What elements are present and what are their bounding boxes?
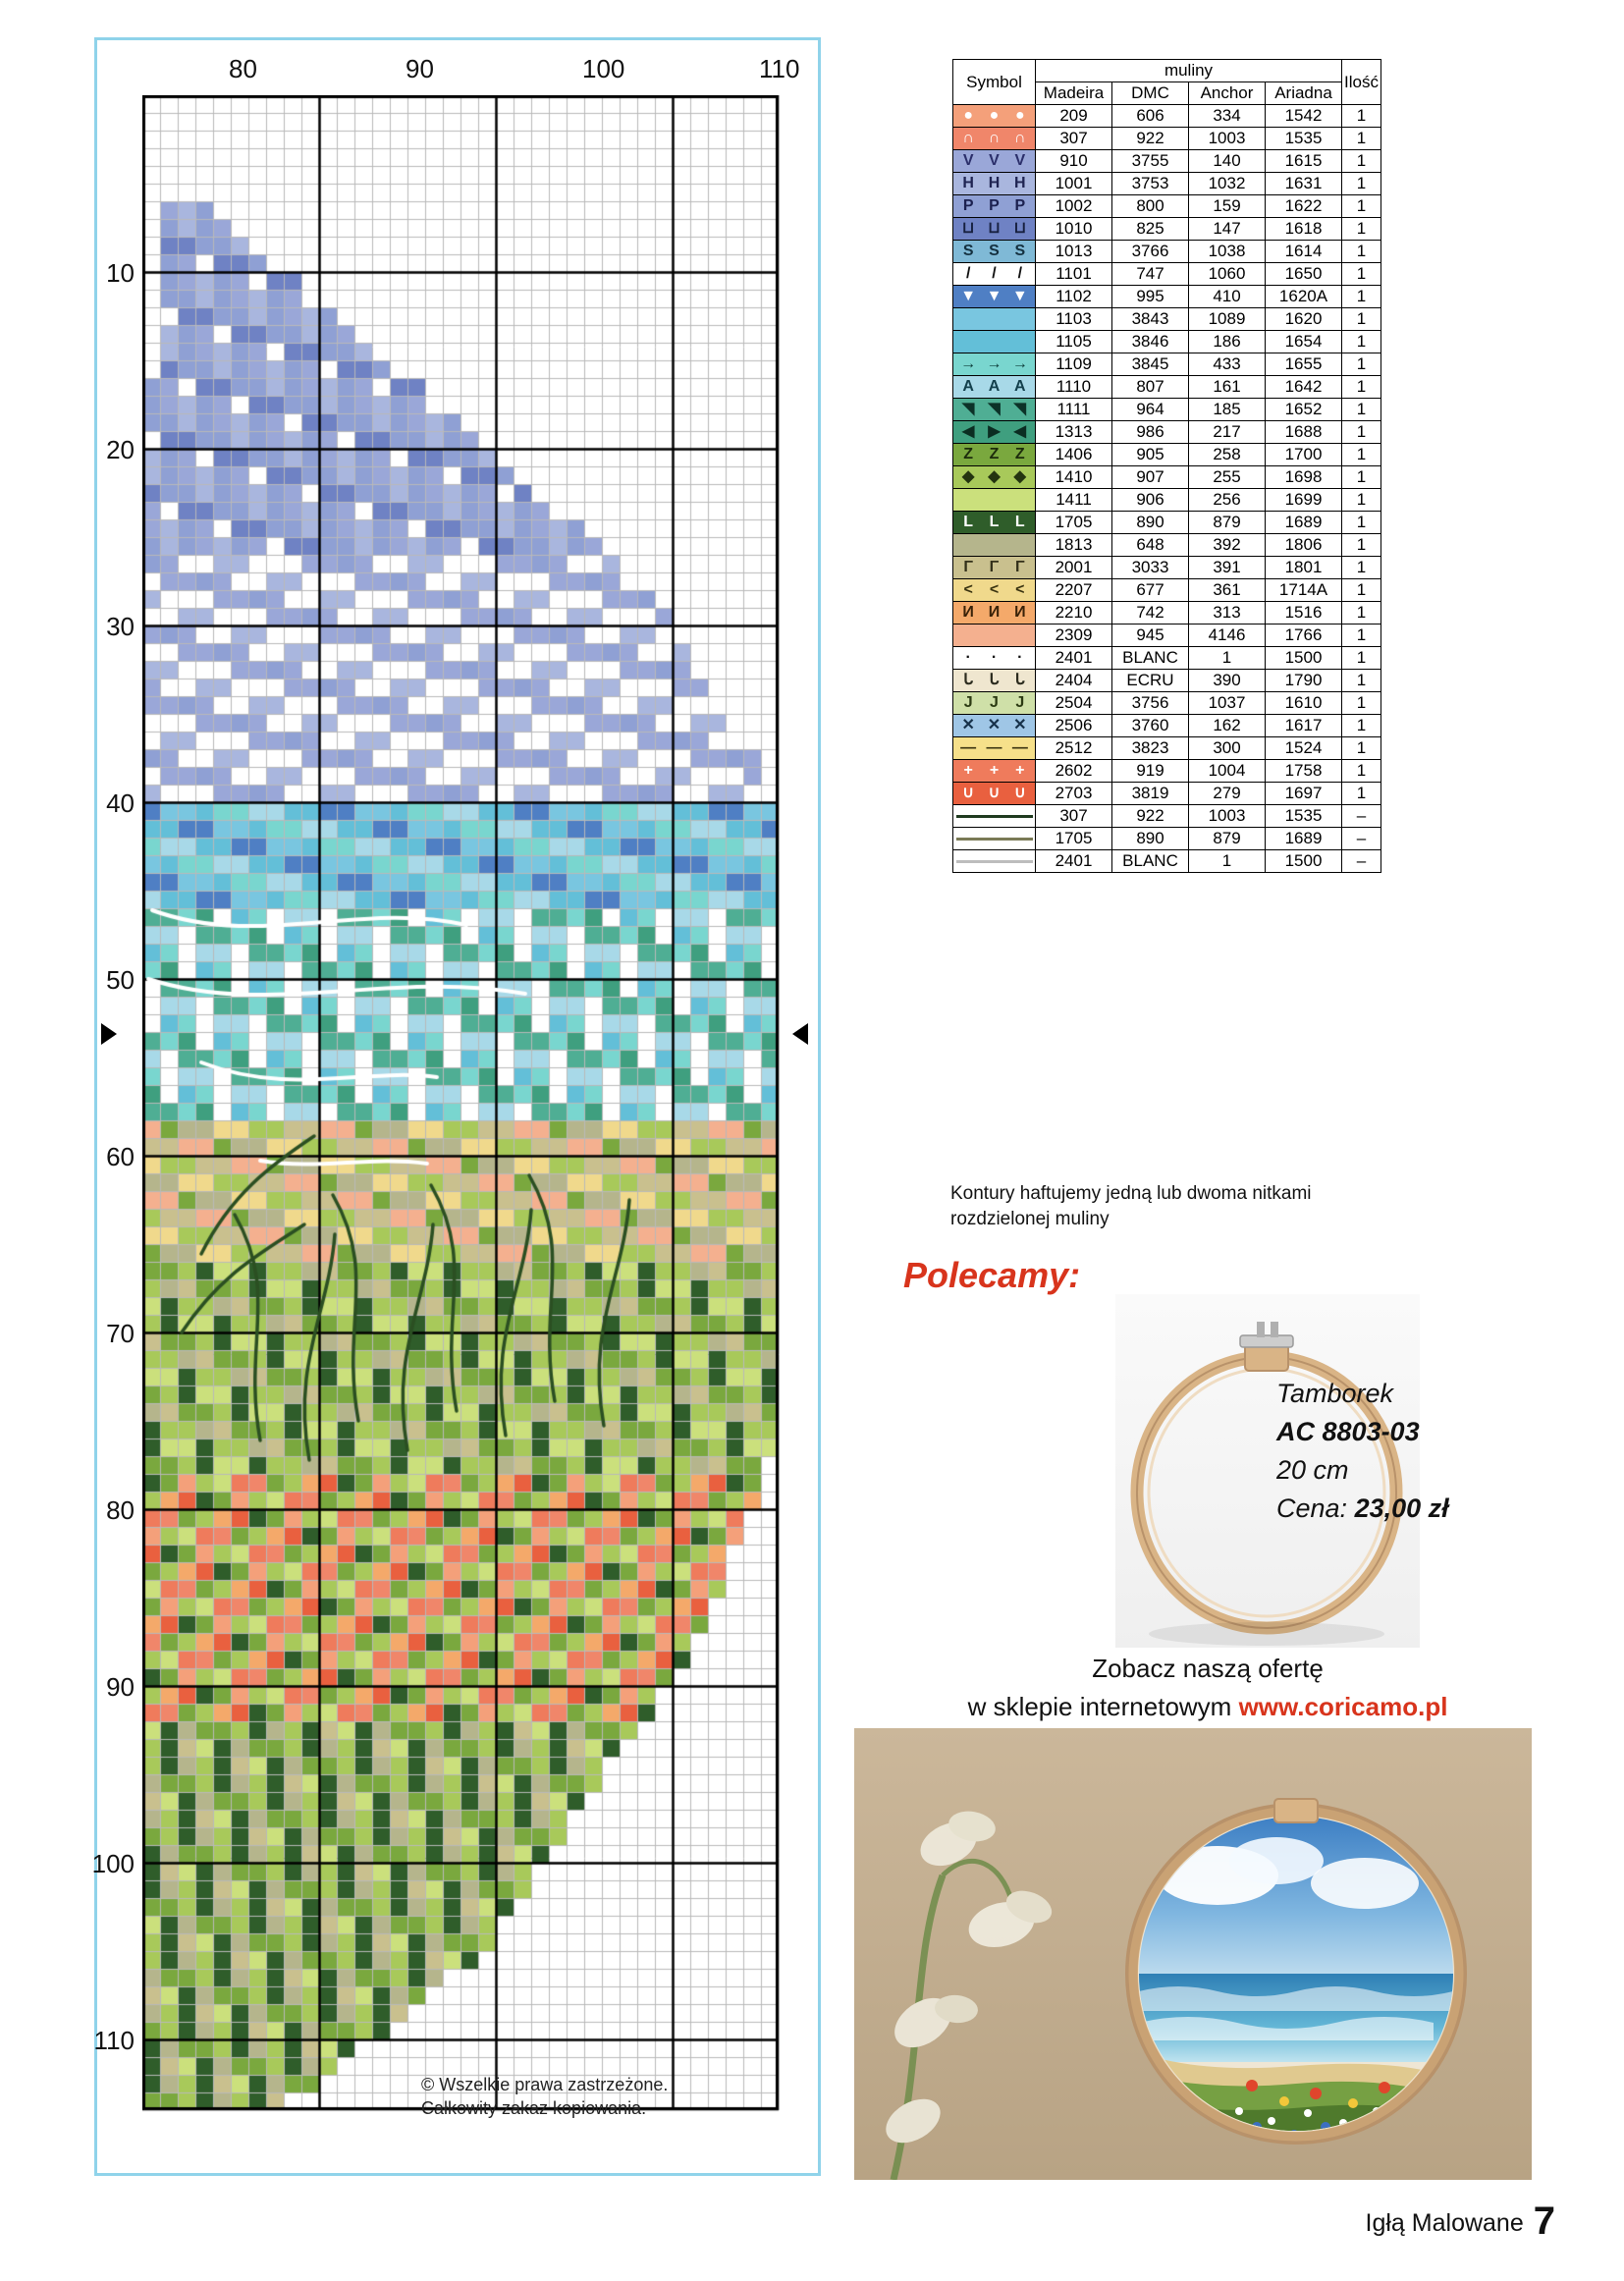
floss-madeira: 2401 <box>1036 647 1112 670</box>
floss-anchor: 1 <box>1189 647 1266 670</box>
floss-ariadna: 1766 <box>1266 625 1342 647</box>
floss-ariadna: 1614 <box>1266 241 1342 263</box>
floss-symbol-swatch: P P P <box>953 195 1036 218</box>
table-row <box>953 489 1381 512</box>
floss-dmc: ECRU <box>1112 670 1189 692</box>
floss-anchor: 361 <box>1189 579 1266 602</box>
table-row <box>953 218 1381 241</box>
floss-dmc: 964 <box>1112 399 1189 421</box>
floss-madeira: 1109 <box>1036 353 1112 376</box>
floss-quantity: 1 <box>1342 218 1381 241</box>
table-row <box>953 286 1381 308</box>
floss-dmc: 890 <box>1112 828 1189 850</box>
floss-dmc: 3845 <box>1112 353 1189 376</box>
floss-anchor: 879 <box>1189 512 1266 534</box>
header-dmc: DMC <box>1112 82 1189 105</box>
cross-stitch-chart-panel <box>91 37 821 2176</box>
floss-dmc: BLANC <box>1112 850 1189 873</box>
floss-dmc: 3846 <box>1112 331 1189 353</box>
floss-anchor: 186 <box>1189 331 1266 353</box>
floss-anchor: 1089 <box>1189 308 1266 331</box>
table-row <box>953 195 1381 218</box>
floss-symbol-swatch <box>953 308 1036 331</box>
center-marker-left-icon <box>101 1023 117 1045</box>
floss-quantity: 1 <box>1342 421 1381 444</box>
header-ariadna: Ariadna <box>1266 82 1342 105</box>
floss-quantity: 1 <box>1342 150 1381 173</box>
floss-madeira: 2207 <box>1036 579 1112 602</box>
floss-dmc: 677 <box>1112 579 1189 602</box>
floss-anchor: 300 <box>1189 737 1266 760</box>
floss-dmc: 922 <box>1112 805 1189 828</box>
floss-ariadna: 1758 <box>1266 760 1342 783</box>
floss-anchor: 1003 <box>1189 805 1266 828</box>
magazine-name: Igłą Malowane <box>1365 2209 1524 2237</box>
floss-quantity: 1 <box>1342 331 1381 353</box>
floss-symbol-swatch <box>953 331 1036 353</box>
floss-madeira: 2512 <box>1036 737 1112 760</box>
promo-product-size: 20 cm <box>1276 1455 1349 1486</box>
backstitch-row <box>953 805 1381 828</box>
floss-legend <box>952 59 1443 873</box>
floss-symbol-swatch: Γ Γ Γ <box>953 557 1036 579</box>
floss-ariadna: 1801 <box>1266 557 1342 579</box>
copyright-notice <box>421 2073 814 2121</box>
floss-madeira: 1410 <box>1036 466 1112 489</box>
floss-symbol-swatch: · · · <box>953 647 1036 670</box>
axis-label-left-40: 40 <box>106 788 135 818</box>
floss-anchor: 1004 <box>1189 760 1266 783</box>
copyright-line-1: © Wszelkie prawa zastrzeżone. <box>421 2075 669 2094</box>
chart-grid-area <box>91 54 800 2118</box>
floss-quantity: 1 <box>1342 466 1381 489</box>
floss-ariadna: 1524 <box>1266 737 1342 760</box>
table-row <box>953 579 1381 602</box>
table-row <box>953 150 1381 173</box>
floss-quantity: 1 <box>1342 579 1381 602</box>
floss-symbol-swatch: — — — <box>953 737 1036 760</box>
floss-symbol-swatch: L L L <box>953 512 1036 534</box>
floss-dmc: 3823 <box>1112 737 1189 760</box>
floss-quantity: 1 <box>1342 534 1381 557</box>
floss-anchor: 279 <box>1189 783 1266 805</box>
table-row <box>953 353 1381 376</box>
floss-ariadna: 1535 <box>1266 128 1342 150</box>
floss-dmc: 606 <box>1112 105 1189 128</box>
floss-dmc: 907 <box>1112 466 1189 489</box>
floss-symbol-swatch: ∪ ∪ ∪ <box>953 783 1036 805</box>
floss-madeira: 2001 <box>1036 557 1112 579</box>
floss-ariadna: 1714A <box>1266 579 1342 602</box>
table-row <box>953 376 1381 399</box>
floss-anchor: 159 <box>1189 195 1266 218</box>
table-row <box>953 737 1381 760</box>
table-row <box>953 399 1381 421</box>
floss-anchor: 140 <box>1189 150 1266 173</box>
floss-table <box>952 59 1381 873</box>
floss-anchor: 392 <box>1189 534 1266 557</box>
floss-madeira: 1013 <box>1036 241 1112 263</box>
promo-product-name: Tamborek <box>1276 1379 1394 1408</box>
floss-anchor: 217 <box>1189 421 1266 444</box>
promo-website-link[interactable]: www.coricamo.pl <box>1238 1692 1448 1721</box>
floss-quantity: 1 <box>1342 195 1381 218</box>
table-row <box>953 331 1381 353</box>
floss-ariadna: 1535 <box>1266 805 1342 828</box>
floss-dmc: 905 <box>1112 444 1189 466</box>
table-header-group-row <box>953 60 1381 82</box>
floss-ariadna: 1542 <box>1266 105 1342 128</box>
floss-ariadna: 1617 <box>1266 715 1342 737</box>
floss-anchor: 313 <box>1189 602 1266 625</box>
floss-anchor: 1060 <box>1189 263 1266 286</box>
backstitch-note-line-2: rozdzielonej muliny <box>950 1208 1110 1229</box>
floss-dmc: 3766 <box>1112 241 1189 263</box>
floss-dmc: 648 <box>1112 534 1189 557</box>
floss-ariadna: 1622 <box>1266 195 1342 218</box>
floss-quantity: 1 <box>1342 760 1381 783</box>
floss-dmc: 3755 <box>1112 150 1189 173</box>
floss-quantity: 1 <box>1342 737 1381 760</box>
table-row <box>953 783 1381 805</box>
floss-dmc: 922 <box>1112 128 1189 150</box>
table-row <box>953 308 1381 331</box>
axis-label-left-10: 10 <box>106 258 135 288</box>
floss-anchor: 1038 <box>1189 241 1266 263</box>
table-row <box>953 105 1381 128</box>
axis-label-left-70: 70 <box>106 1319 135 1348</box>
floss-dmc: 945 <box>1112 625 1189 647</box>
floss-dmc: 825 <box>1112 218 1189 241</box>
table-row <box>953 602 1381 625</box>
floss-madeira: 209 <box>1036 105 1112 128</box>
table-row <box>953 692 1381 715</box>
table-row <box>953 173 1381 195</box>
floss-symbol-swatch: ◀ ▶ ◀ <box>953 421 1036 444</box>
floss-ariadna: 1699 <box>1266 489 1342 512</box>
axis-label-top-80: 80 <box>229 54 257 83</box>
floss-dmc: 995 <box>1112 286 1189 308</box>
floss-anchor: 391 <box>1189 557 1266 579</box>
floss-dmc: 986 <box>1112 421 1189 444</box>
axis-label-left-20: 20 <box>106 435 135 464</box>
table-row <box>953 421 1381 444</box>
backstitch-row <box>953 850 1381 873</box>
floss-madeira: 2401 <box>1036 850 1112 873</box>
floss-madeira: 2504 <box>1036 692 1112 715</box>
floss-quantity: – <box>1342 828 1381 850</box>
floss-quantity: 1 <box>1342 376 1381 399</box>
floss-madeira: 910 <box>1036 150 1112 173</box>
floss-dmc: 890 <box>1112 512 1189 534</box>
floss-madeira: 1001 <box>1036 173 1112 195</box>
floss-anchor: 147 <box>1189 218 1266 241</box>
floss-anchor: 410 <box>1189 286 1266 308</box>
floss-symbol-swatch: V V V <box>953 150 1036 173</box>
floss-quantity: 1 <box>1342 557 1381 579</box>
center-marker-right-icon <box>792 1023 808 1045</box>
floss-anchor: 161 <box>1189 376 1266 399</box>
floss-anchor: 185 <box>1189 399 1266 421</box>
table-row <box>953 760 1381 783</box>
header-anchor: Anchor <box>1189 82 1266 105</box>
floss-madeira: 1002 <box>1036 195 1112 218</box>
page-number: 7 <box>1533 2200 1555 2243</box>
promo-price-label: Cena: <box>1276 1494 1348 1524</box>
table-row <box>953 444 1381 466</box>
floss-ariadna: 1697 <box>1266 783 1342 805</box>
floss-madeira: 2404 <box>1036 670 1112 692</box>
floss-ariadna: 1700 <box>1266 444 1342 466</box>
floss-quantity: 1 <box>1342 286 1381 308</box>
floss-ariadna: 1688 <box>1266 421 1342 444</box>
stitch-grid-canvas <box>142 95 790 2118</box>
floss-ariadna: 1654 <box>1266 331 1342 353</box>
floss-madeira: 1110 <box>1036 376 1112 399</box>
promo-product-code: AC 8803-03 <box>1276 1417 1420 1447</box>
axis-label-left-100: 100 <box>91 1849 135 1878</box>
floss-dmc: 3819 <box>1112 783 1189 805</box>
promo-title: Polecamy: <box>903 1255 1081 1295</box>
floss-anchor: 879 <box>1189 828 1266 850</box>
floss-ariadna: 1650 <box>1266 263 1342 286</box>
floss-dmc: 906 <box>1112 489 1189 512</box>
header-madeira: Madeira <box>1036 82 1112 105</box>
table-row <box>953 263 1381 286</box>
axis-label-top-110: 110 <box>759 54 800 83</box>
floss-quantity: – <box>1342 805 1381 828</box>
header-symbol: Symbol <box>953 60 1036 105</box>
floss-ariadna: 1790 <box>1266 670 1342 692</box>
floss-symbol-swatch <box>953 489 1036 512</box>
floss-ariadna: 1620 <box>1266 308 1342 331</box>
floss-madeira: 2309 <box>1036 625 1112 647</box>
floss-anchor: 1003 <box>1189 128 1266 150</box>
table-row <box>953 128 1381 150</box>
floss-anchor: 433 <box>1189 353 1266 376</box>
floss-quantity: 1 <box>1342 308 1381 331</box>
header-muliny: muliny <box>1036 60 1342 82</box>
backstitch-row <box>953 828 1381 850</box>
floss-anchor: 162 <box>1189 715 1266 737</box>
floss-madeira: 2506 <box>1036 715 1112 737</box>
floss-quantity: 1 <box>1342 241 1381 263</box>
floss-quantity: 1 <box>1342 173 1381 195</box>
floss-anchor: 334 <box>1189 105 1266 128</box>
floss-dmc: 3756 <box>1112 692 1189 715</box>
floss-dmc: 747 <box>1112 263 1189 286</box>
floss-madeira: 1411 <box>1036 489 1112 512</box>
floss-quantity: – <box>1342 850 1381 873</box>
floss-madeira: 1705 <box>1036 828 1112 850</box>
header-qty: Ilość <box>1342 60 1381 105</box>
floss-anchor: 258 <box>1189 444 1266 466</box>
floss-ariadna: 1652 <box>1266 399 1342 421</box>
floss-symbol-swatch: ◥ ◥ ◥ <box>953 399 1036 421</box>
floss-ariadna: 1631 <box>1266 173 1342 195</box>
floss-madeira: 1010 <box>1036 218 1112 241</box>
floss-ariadna: 1689 <box>1266 512 1342 534</box>
table-row <box>953 647 1381 670</box>
floss-quantity: 1 <box>1342 105 1381 128</box>
axis-label-top-100: 100 <box>582 54 625 83</box>
floss-madeira: 1313 <box>1036 421 1112 444</box>
floss-dmc: 3753 <box>1112 173 1189 195</box>
floss-symbol-swatch <box>953 534 1036 557</box>
floss-quantity: 1 <box>1342 602 1381 625</box>
floss-symbol-swatch: + + + <box>953 760 1036 783</box>
floss-madeira: 307 <box>1036 128 1112 150</box>
floss-symbol-swatch: Z Z Z <box>953 444 1036 466</box>
floss-symbol-swatch: ● ● ● <box>953 105 1036 128</box>
floss-quantity: 1 <box>1342 512 1381 534</box>
floss-symbol-swatch: ∩ ∩ ∩ <box>953 128 1036 150</box>
backstitch-note-line-1: Kontury haftujemy jedną lub dwoma nitkami <box>950 1183 1312 1204</box>
floss-dmc: 3843 <box>1112 308 1189 331</box>
floss-symbol-swatch: ⊔ ⊔ ⊔ <box>953 218 1036 241</box>
floss-symbol-swatch: H H H <box>953 173 1036 195</box>
finished-embroidery-photo <box>854 1728 1532 2180</box>
axis-label-left-90: 90 <box>106 1672 135 1702</box>
backstitch-line-swatch <box>953 805 1036 828</box>
floss-quantity: 1 <box>1342 647 1381 670</box>
floss-ariadna: 1516 <box>1266 602 1342 625</box>
floss-madeira: 2602 <box>1036 760 1112 783</box>
floss-quantity: 1 <box>1342 399 1381 421</box>
floss-symbol-swatch <box>953 625 1036 647</box>
floss-madeira: 1102 <box>1036 286 1112 308</box>
page-footer <box>1366 2200 1555 2244</box>
floss-symbol-swatch: < < < <box>953 579 1036 602</box>
promo-offer-text <box>884 1650 1532 1726</box>
table-row <box>953 625 1381 647</box>
table-row <box>953 241 1381 263</box>
floss-anchor: 390 <box>1189 670 1266 692</box>
axis-label-top-90: 90 <box>406 54 434 83</box>
floss-quantity: 1 <box>1342 444 1381 466</box>
floss-symbol-swatch: ◆ ◆ ◆ <box>953 466 1036 489</box>
floss-symbol-swatch: → → → <box>953 353 1036 376</box>
floss-dmc: BLANC <box>1112 647 1189 670</box>
floss-symbol-swatch: И И И <box>953 602 1036 625</box>
axis-label-left-60: 60 <box>106 1142 135 1171</box>
floss-ariadna: 1642 <box>1266 376 1342 399</box>
floss-ariadna: 1620A <box>1266 286 1342 308</box>
promo-offer-line-1: Zobacz naszą ofertę <box>1092 1654 1324 1683</box>
floss-dmc: 3033 <box>1112 557 1189 579</box>
floss-anchor: 255 <box>1189 466 1266 489</box>
floss-ariadna: 1655 <box>1266 353 1342 376</box>
floss-madeira: 1111 <box>1036 399 1112 421</box>
floss-quantity: 1 <box>1342 783 1381 805</box>
floss-anchor: 4146 <box>1189 625 1266 647</box>
table-row <box>953 715 1381 737</box>
copyright-line-2: Całkowity zakaz kopiowania. <box>421 2098 647 2119</box>
floss-madeira: 1406 <box>1036 444 1112 466</box>
floss-madeira: 1103 <box>1036 308 1112 331</box>
backstitch-line-swatch <box>953 850 1036 873</box>
axis-label-left-110: 110 <box>93 2026 135 2055</box>
floss-quantity: 1 <box>1342 353 1381 376</box>
floss-ariadna: 1615 <box>1266 150 1342 173</box>
floss-madeira: 1813 <box>1036 534 1112 557</box>
floss-symbol-swatch: S S S <box>953 241 1036 263</box>
floss-quantity: 1 <box>1342 489 1381 512</box>
floss-madeira: 2210 <box>1036 602 1112 625</box>
floss-ariadna: 1500 <box>1266 647 1342 670</box>
floss-quantity: 1 <box>1342 715 1381 737</box>
floss-ariadna: 1610 <box>1266 692 1342 715</box>
floss-madeira: 307 <box>1036 805 1112 828</box>
axis-label-left-50: 50 <box>106 965 135 995</box>
floss-anchor: 256 <box>1189 489 1266 512</box>
table-row <box>953 466 1381 489</box>
axis-label-left-80: 80 <box>106 1495 135 1525</box>
promo-offer-line-2: w sklepie internetowym <box>967 1692 1239 1721</box>
promo-price-value: 23,00 zł <box>1354 1494 1449 1524</box>
floss-quantity: 1 <box>1342 263 1381 286</box>
floss-anchor: 1037 <box>1189 692 1266 715</box>
backstitch-line-swatch <box>953 828 1036 850</box>
backstitch-note <box>950 1181 1422 1231</box>
axis-label-left-30: 30 <box>106 612 135 641</box>
promo-product-info <box>1276 1375 1591 1529</box>
table-row <box>953 670 1381 692</box>
floss-symbol-swatch: A A A <box>953 376 1036 399</box>
floss-dmc: 919 <box>1112 760 1189 783</box>
floss-symbol-swatch: / / / <box>953 263 1036 286</box>
floss-madeira: 2703 <box>1036 783 1112 805</box>
floss-symbol-swatch: ᒐ ᒐ ᒐ <box>953 670 1036 692</box>
floss-dmc: 742 <box>1112 602 1189 625</box>
floss-madeira: 1705 <box>1036 512 1112 534</box>
floss-symbol-swatch: ✕ ✕ ✕ <box>953 715 1036 737</box>
floss-quantity: 1 <box>1342 128 1381 150</box>
floss-ariadna: 1618 <box>1266 218 1342 241</box>
floss-madeira: 1105 <box>1036 331 1112 353</box>
table-row <box>953 512 1381 534</box>
floss-quantity: 1 <box>1342 692 1381 715</box>
floss-ariadna: 1698 <box>1266 466 1342 489</box>
floss-dmc: 800 <box>1112 195 1189 218</box>
floss-ariadna: 1806 <box>1266 534 1342 557</box>
table-row <box>953 534 1381 557</box>
floss-dmc: 807 <box>1112 376 1189 399</box>
floss-dmc: 3760 <box>1112 715 1189 737</box>
floss-anchor: 1 <box>1189 850 1266 873</box>
floss-symbol-swatch: J J J <box>953 692 1036 715</box>
floss-anchor: 1032 <box>1189 173 1266 195</box>
floss-quantity: 1 <box>1342 625 1381 647</box>
floss-ariadna: 1689 <box>1266 828 1342 850</box>
table-row <box>953 557 1381 579</box>
floss-madeira: 1101 <box>1036 263 1112 286</box>
floss-symbol-swatch: ▼ ▼ ▼ <box>953 286 1036 308</box>
floss-ariadna: 1500 <box>1266 850 1342 873</box>
floss-quantity: 1 <box>1342 670 1381 692</box>
